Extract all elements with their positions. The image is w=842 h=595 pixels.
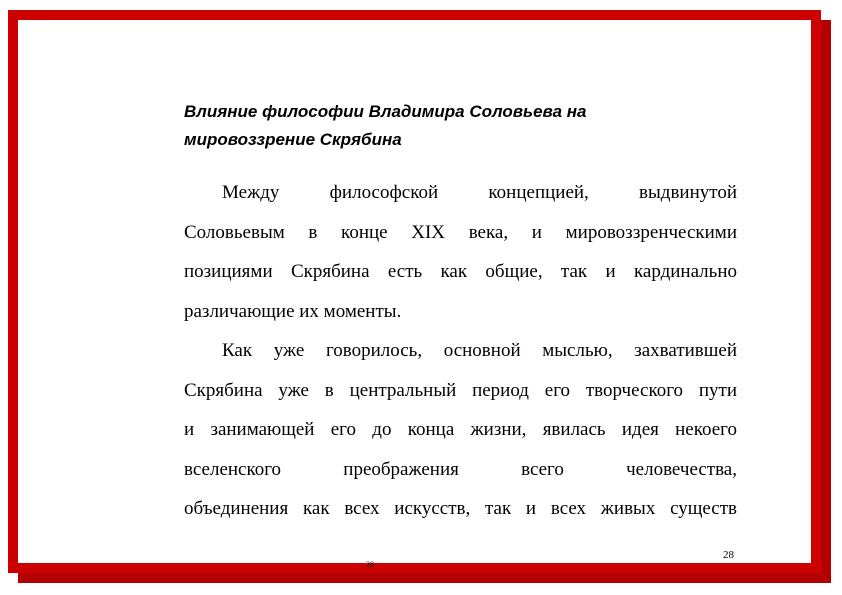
small-page-number: 28 <box>366 560 374 569</box>
paragraph-1-line-3: позициями Скрябина есть как общие, так и кардинально <box>184 261 737 282</box>
paragraph-2-line-4: вселенского преображения всего человечества, <box>184 458 737 480</box>
paragraph-1 <box>184 173 737 331</box>
paragraph-1-line-1: Между философской концепцией, выдвинутой <box>222 182 737 203</box>
paragraph-1-line-4: различающие их моменты. <box>184 300 402 322</box>
paragraph-2-line-2: Скрябина уже в центральный период его творческого пути <box>184 379 737 401</box>
paragraph-2-line-3: и занимающей его до конца жизни, явилась идея некоего <box>184 419 737 440</box>
page-title-line-1: Влияние философии Владимира Соловьева на <box>184 102 587 121</box>
paragraph-2-line-5: объединения как всех искусств, так и всех живых существ <box>184 498 737 519</box>
paragraph-2 <box>184 331 737 529</box>
page-number: 28 <box>723 549 734 561</box>
page-title <box>184 98 744 154</box>
paragraph-1-line-2: Соловьевым в конце XIX века, и мировоззренческими <box>184 221 737 243</box>
page-title-line-2: мировоззрение Скрябина <box>184 130 402 149</box>
paragraph-2-line-1: Как уже говорилось, основной мыслью, захватившей <box>222 340 737 361</box>
body-text <box>184 173 737 529</box>
